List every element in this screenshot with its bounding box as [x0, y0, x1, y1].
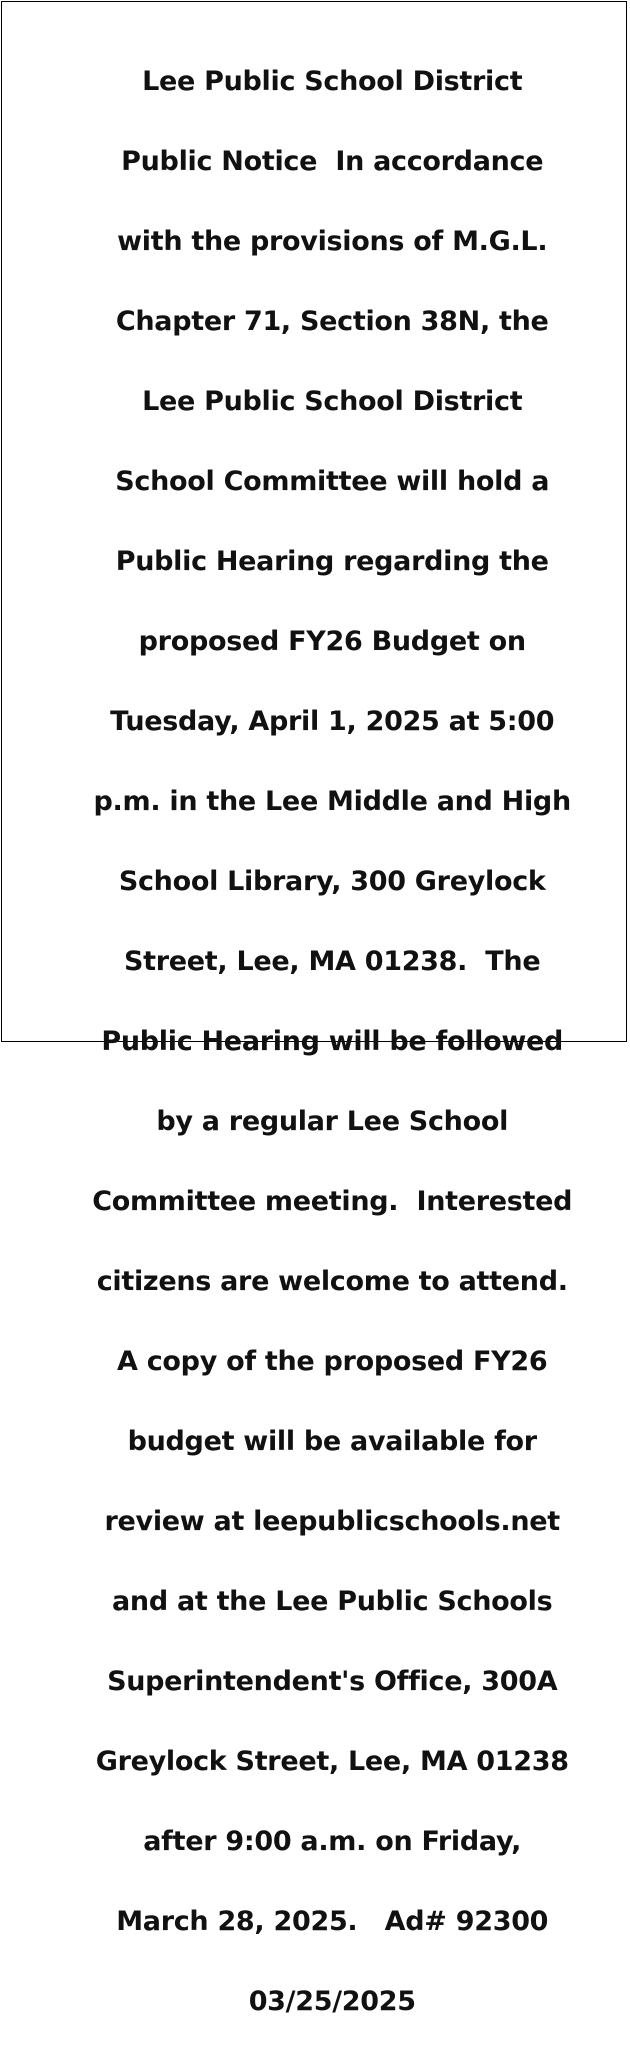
notice-line: Committee meeting. Interested — [92, 1186, 573, 1217]
notice-line: Public Hearing regarding the — [115, 546, 549, 577]
notice-body — [2, 22, 626, 2062]
notice-line: March 28, 2025. Ad# 92300 — [116, 1906, 549, 1937]
notice-line: budget will be available for — [127, 1426, 537, 1457]
notice-line: with the provisions of M.G.L. — [117, 226, 548, 257]
notice-line: proposed FY26 Budget on — [138, 626, 526, 657]
notice-line: School Committee will hold a — [115, 466, 550, 497]
notice-line: by a regular Lee School — [156, 1106, 509, 1137]
notice-line: after 9:00 a.m. on Friday, — [143, 1826, 522, 1857]
notice-line: Greylock Street, Lee, MA 01238 — [95, 1746, 569, 1777]
notice-line: A copy of the proposed FY26 — [117, 1346, 548, 1377]
notice-line: citizens are welcome to attend. — [96, 1266, 568, 1297]
notice-line: p.m. in the Lee Middle and High — [93, 786, 571, 817]
notice-line: Lee Public School District — [142, 66, 523, 97]
notice-line: 03/25/2025 — [248, 1986, 416, 2017]
notice-line: Street, Lee, MA 01238. The — [124, 946, 541, 977]
notice-line: Superintendent's Office, 300A — [107, 1666, 558, 1697]
notice-line: review at leepublicschools.net — [104, 1506, 560, 1537]
notice-line: Public Notice In accordance — [121, 146, 544, 177]
notice-line: and at the Lee Public Schools — [111, 1586, 553, 1617]
notice-line: School Library, 300 Greylock — [118, 866, 546, 897]
notice-line: Public Hearing will be followed — [101, 1026, 564, 1057]
public-notice-ad — [1, 1, 627, 2017]
notice-line: Lee Public School District — [142, 386, 523, 417]
notice-line: Tuesday, April 1, 2025 at 5:00 — [110, 706, 555, 737]
notice-line: Chapter 71, Section 38N, the — [115, 306, 549, 337]
